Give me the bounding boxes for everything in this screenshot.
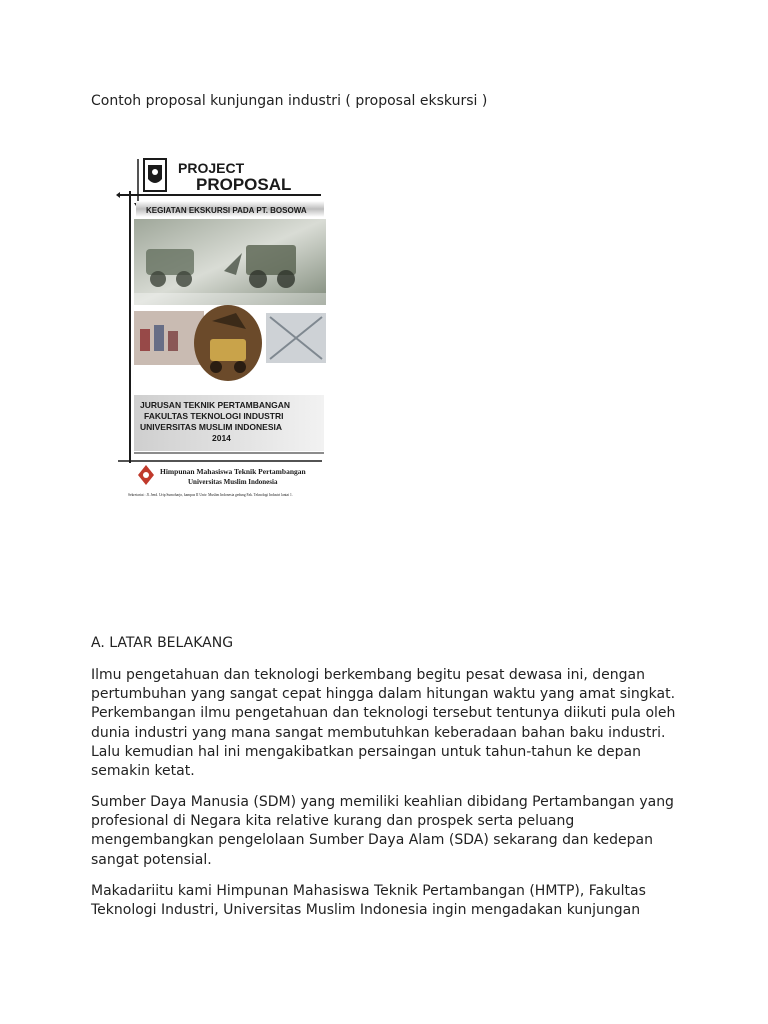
cover-title-line1: PROJECT [178,160,245,176]
dept-year: 2014 [212,433,231,443]
university-logo [144,159,166,191]
intro-text: Contoh proposal kunjungan industri ( proposal ekskursi ) [91,93,488,109]
dept-line-3: UNIVERSITAS MUSLIM INDONESIA [140,422,282,432]
mining-photo [134,219,326,305]
cover-graphic [116,153,336,503]
department-box [134,395,324,453]
cover-subtitle: KEGIATAN EKSKURSI PADA PT. BOSOWA [146,206,307,215]
org-logo-icon [138,465,154,485]
dept-line-2: FAKULTAS TEKNOLOGI INDUSTRI [144,411,284,421]
org-address: Sekretariat : Jl. Jend. Urip Sumoharjo, kampus II Univ. Muslim Indonesia gedung Fak. Teknologi Industri lantai 1. [128,493,293,497]
cover-title-line2: PROPOSAL [196,175,292,194]
paragraph-2: Sumber Daya Manusia (SDM) yang memiliki keahlian dibidang Pertambangan yang profesional di Negara kita relative kurang dan prospek serta peluang mengembangkan pengelolaan Sumber Daya Alam (SDA) sekarang dan kedepan sangat potensial. [91,794,674,868]
photo-collage [134,305,326,381]
paragraph-3: Makadariitu kami Himpunan Mahasiswa Teknik Pertambangan (HMTP), Fakultas Teknologi Industri, Universitas Muslim Indonesia ingin mengadakan kunjungan [91,883,646,919]
org-name: Himpunan Mahasiswa Teknik Pertambangan [160,467,306,476]
arrow-left-icon [116,192,120,198]
section-title: A. LATAR BELAKANG [91,635,234,651]
org-university: Universitas Muslim Indonesia [188,478,278,486]
proposal-cover-image [116,153,336,503]
dept-line-1: JURUSAN TEKNIK PERTAMBANGAN [140,400,291,410]
paragraph-1: Ilmu pengetahuan dan teknologi berkembang begitu pesat dewasa ini, dengan pertumbuhan yang sangat cepat hingga dalam hitungan waktu yang amat singkat. Perkembangan ilmu pengetahuan dan teknologi tersebut tentunya diikuti pula oleh dunia industri yang mana sangat membutuhkan keberadaan bahan baku industri. Lalu kemudian hal ini mengakibatkan persaingan untuk tahun-tahun ke depan semakin ketat. [91,667,676,780]
